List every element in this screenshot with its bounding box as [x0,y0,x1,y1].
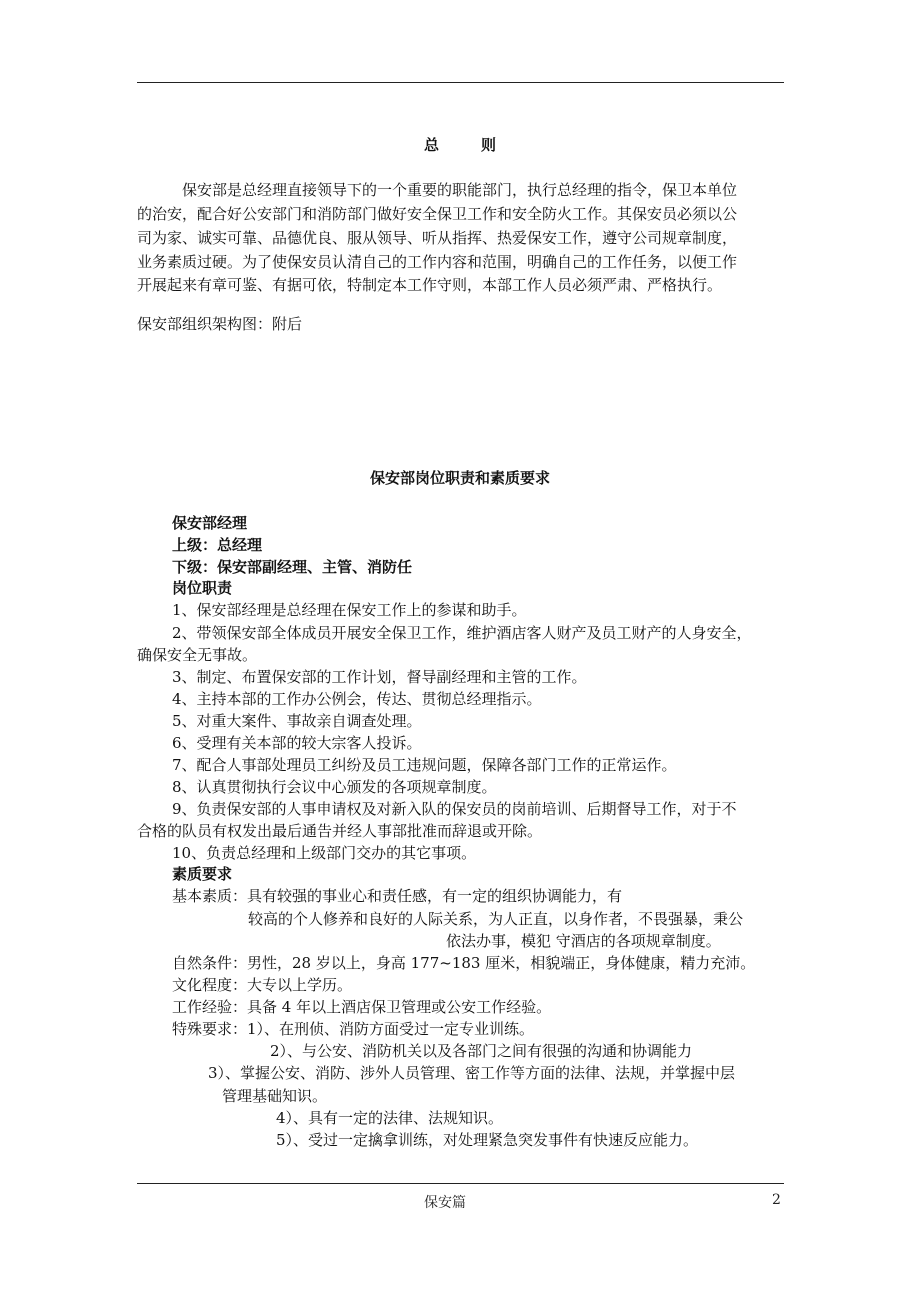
subordinate-line: 下级：保安部副经理、主管、消防任 [172,558,413,576]
quality-item: 工作经验：具备 4 年以上酒店保卫管理或公安工作经验。 [172,998,552,1016]
page-number: 2 [772,1192,781,1208]
duty-item: 7、配合人事部处理员工纠纷及员工违规问题，保障各部门工作的正常运作。 [172,756,677,774]
quality-item: 依法办事，模犯 守酒店的各项规章制度。 [446,932,721,950]
quality-item: 5）、受过一定擒拿训练，对处理紧急突发事件有快速反应能力。 [276,1131,699,1149]
intro-line: 的治安，配合好公安部门和消防部门做好安全保卫工作和安全防火工作。其保安员必须以公 [137,205,738,223]
header-rule [137,82,784,83]
quality-item: 文化程度：大专以上学历。 [172,976,353,994]
page-title [424,134,496,155]
quality-item: 3）、掌握公安、消防、涉外人员管理、密工作等方面的法律、法规，并掌握中层 [208,1064,736,1082]
quality-item: 特殊要求：1）、在刑侦、消防方面受过一定专业训练。 [172,1020,535,1038]
superior-line: 上级：总经理 [172,536,263,554]
duty-item: 6、受理有关本部的较大宗客人投诉。 [172,734,422,752]
title-char-1: 总 [424,136,440,154]
quality-item: 自然条件：男性，28 岁以上，身高 177~183 厘米，相貌端正，身体健康，精力充沛。 [172,954,756,972]
intro-line: 保安部是总经理直接领导下的一个重要的职能部门，执行总经理的指令，保卫本单位 [182,181,738,199]
intro-line: 业务素质过硬。为了使保安员认清自己的工作内容和范围，明确自己的工作任务，以便工作 [137,253,738,271]
position-title: 保安部经理 [172,514,248,532]
duty-item: 8、认真贯彻执行会议中心颁发的各项规章制度。 [172,778,497,796]
quality-item: 基本素质：具有较强的事业心和责任感，有一定的组织协调能力，有 [172,887,623,905]
quality-item: 4）、具有一定的法律、法规知识。 [276,1109,504,1127]
footer-rule [137,1183,784,1184]
duty-item: 3、制定、布置保安部的工作计划，督导副经理和主管的工作。 [172,668,587,686]
duty-item: 合格的队员有权发出最后通告并经人事部批准而辞退或开除。 [137,822,543,840]
intro-line: 开展起来有章可鉴、有据可依，特制定本工作守则，本部工作人员必须严肃、严格执行。 [137,276,723,294]
duty-item: 5、对重大案件、事故亲自调查处理。 [172,712,422,730]
quality-item: 管理基础知识。 [222,1087,328,1105]
intro-line: 司为家、诚实可靠、品德优良、服从领导、听从指挥、热爱保安工作，遵守公司规章制度， [137,229,738,247]
duties-heading: 岗位职责 [172,579,233,597]
quality-item: 2）、与公安、消防机关以及各部门之间有很强的沟通和协调能力 [270,1042,693,1060]
footer-label: 保安篇 [424,1195,466,1211]
quality-item: 较高的个人修养和良好的人际关系，为人正直，以身作者，不畏强暴，秉公 [248,910,744,928]
org-chart-note: 保安部组织架构图：附后 [137,315,303,333]
duty-item: 确保安全无事故。 [137,646,258,664]
duty-item: 4、主持本部的工作办公例会，传达、贯彻总经理指示。 [172,690,542,708]
duty-item: 9、负责保安部的人事申请权及对新入队的保安员的岗前培训、后期督导工作，对于不 [172,800,737,818]
duty-item: 2、带领保安部全体成员开展安全保卫工作，维护酒店客人财产及员工财产的人身安全， [172,624,752,642]
duty-item: 1、保安部经理是总经理在保安工作上的参谋和助手。 [172,601,527,619]
title-char-2: 则 [481,136,497,154]
duty-item: 10、负责总经理和上级部门交办的其它事项。 [172,844,477,862]
section-title: 保安部岗位职责和素质要求 [369,469,550,487]
quality-heading: 素质要求 [172,865,233,883]
